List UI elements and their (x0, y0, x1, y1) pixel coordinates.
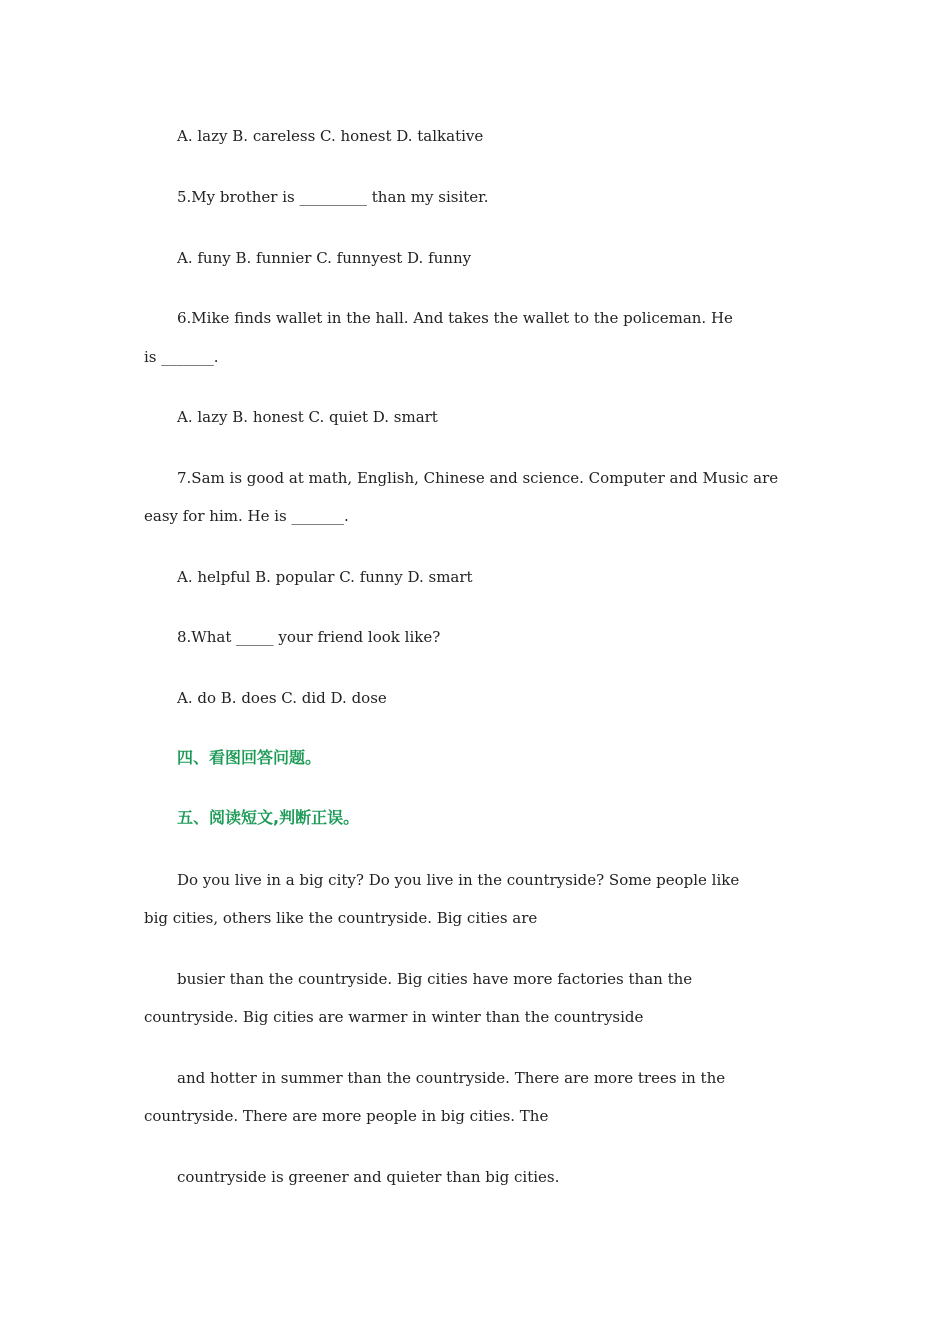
q6-options: A. lazy B. honest C. quiet D. smart (177, 408, 438, 426)
passage-line4: countryside. Big cities are warmer in winter than the countryside (144, 1008, 644, 1026)
passage-line2: big cities, others like the countryside. Big cities are (144, 909, 538, 927)
section5-heading: 五、阅读短文,判断正误。 (177, 808, 360, 827)
q5-stem: 5.My brother is _________ than my sisiter. (177, 188, 489, 206)
q8-stem: 8.What _____ your friend look like? (177, 628, 441, 646)
q7-options: A. helpful B. popular C. funny D. smart (177, 568, 473, 586)
q8-options: A. do B. does C. did D. dose (177, 689, 387, 707)
passage-line1: Do you live in a big city? Do you live in the countryside? Some people like (177, 871, 740, 889)
q6-stem-line1: 6.Mike finds wallet in the hall. And takes the wallet to the policeman. He (177, 309, 733, 327)
passage-line7: countryside is greener and quieter than big cities. (177, 1168, 560, 1186)
q7-stem-line2: easy for him. He is _______. (144, 507, 349, 525)
q5-options: A. funy B. funnier C. funnyest D. funny (177, 249, 472, 267)
q4-options: A. lazy B. careless C. honest D. talkative (177, 127, 484, 145)
q6-stem-line2: is _______. (144, 348, 219, 366)
q7-stem-line1: 7.Sam is good at math, English, Chinese and science. Computer and Music are (177, 469, 779, 487)
passage-line6: countryside. There are more people in big cities. The (144, 1107, 549, 1125)
section4-heading: 四、看图回答问题。 (177, 748, 322, 767)
passage-line5: and hotter in summer than the countryside. There are more trees in the (177, 1069, 726, 1087)
passage-line3: busier than the countryside. Big cities have more factories than the (177, 970, 693, 988)
